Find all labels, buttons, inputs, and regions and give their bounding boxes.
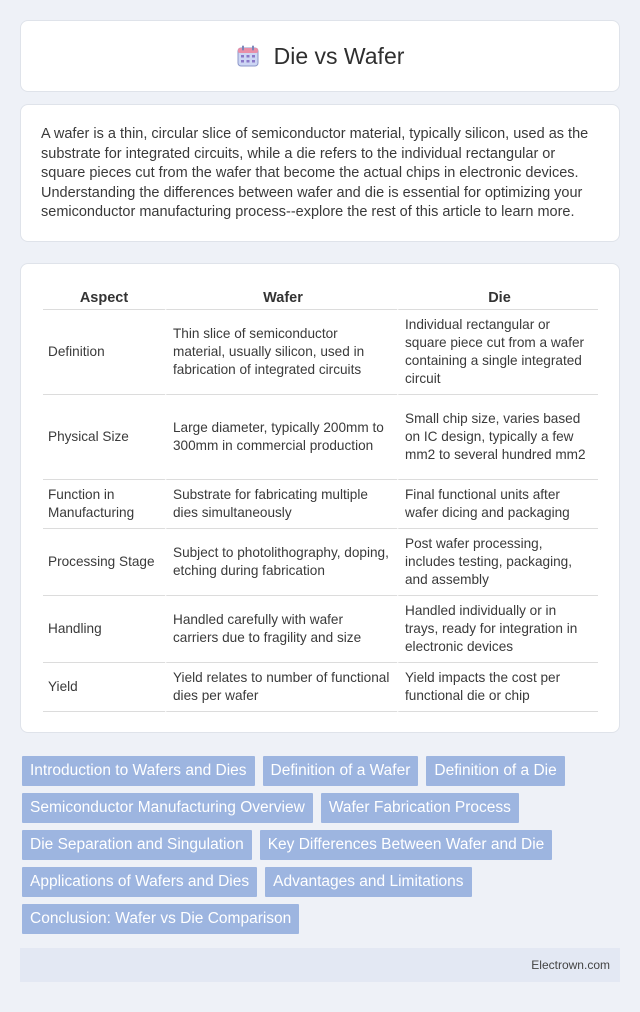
table-cell: Thin slice of semiconductor material, usually silicon, used in fabrication of integrated circuits <box>165 310 397 395</box>
table-cell: Processing Stage <box>43 529 165 596</box>
tag-row <box>22 756 618 786</box>
tag-row <box>22 904 618 934</box>
table-row <box>43 529 598 596</box>
intro-paragraph: A wafer is a thin, circular slice of semiconductor material, typically silicon, used as the substrate for integrated circuits, while a die refers to the individual rectangular or square pieces cut from the wafer that become the actual chips in electronic devices. Understanding the differences between wafer and die is essential for optimizing your semiconductor manufacturing process--explore the rest of this article to learn more. <box>41 126 589 220</box>
table-cell: Function in Manufacturing <box>43 480 165 529</box>
table-row <box>43 310 598 395</box>
page-title: Die vs Wafer <box>273 42 405 69</box>
table-cell: Yield relates to number of functional dies per wafer <box>165 663 397 712</box>
comparison-card <box>20 263 620 733</box>
tag-link[interactable]: Advantages and Limitations <box>265 867 471 897</box>
title-card <box>20 20 620 92</box>
intro-card <box>20 104 620 242</box>
tag-row <box>22 867 618 897</box>
table-cell: Handled individually or in trays, ready for integration in electronic devices <box>397 596 598 663</box>
table-cell: Yield impacts the cost per functional die or chip <box>397 663 598 712</box>
comparison-table <box>43 284 598 712</box>
tag-link[interactable]: Wafer Fabrication Process <box>321 793 519 823</box>
table-cell: Substrate for fabricating multiple dies simultaneously <box>165 480 397 529</box>
table-cell: Small chip size, varies based on IC design, typically a few mm2 to several hundred mm2 <box>397 395 598 480</box>
column-header-die: Die <box>397 284 598 310</box>
tag-link[interactable]: Semiconductor Manufacturing Overview <box>22 793 313 823</box>
table-cell: Definition <box>43 310 165 395</box>
tag-row <box>22 793 618 823</box>
topic-tags <box>22 756 618 941</box>
footer <box>20 948 620 982</box>
tag-link[interactable]: Key Differences Between Wafer and Die <box>260 830 553 860</box>
table-cell: Physical Size <box>43 395 165 480</box>
tag-link[interactable]: Applications of Wafers and Dies <box>22 867 257 897</box>
tag-link[interactable]: Introduction to Wafers and Dies <box>22 756 255 786</box>
tag-link[interactable]: Definition of a Die <box>426 756 564 786</box>
tag-link[interactable]: Die Separation and Singulation <box>22 830 252 860</box>
table-cell: Handled carefully with wafer carriers due to fragility and size <box>165 596 397 663</box>
column-header-aspect: Aspect <box>43 284 165 310</box>
table-row <box>43 663 598 712</box>
tag-link[interactable]: Definition of a Wafer <box>263 756 419 786</box>
table-cell: Subject to photolithography, doping, etching during fabrication <box>165 529 397 596</box>
table-row <box>43 395 598 480</box>
table-cell: Individual rectangular or square piece cut from a wafer containing a single integrated circuit <box>397 310 598 395</box>
calendar-icon <box>236 44 260 68</box>
table-cell: Final functional units after wafer dicing and packaging <box>397 480 598 529</box>
table-cell: Handling <box>43 596 165 663</box>
table-cell: Large diameter, typically 200mm to 300mm in commercial production <box>165 395 397 480</box>
table-header-row <box>43 284 598 310</box>
tag-link[interactable]: Conclusion: Wafer vs Die Comparison <box>22 904 299 934</box>
tag-row <box>22 830 618 860</box>
title-wrap <box>236 43 405 70</box>
table-cell: Post wafer processing, includes testing, packaging, and assembly <box>397 529 598 596</box>
table-row <box>43 480 598 529</box>
table-row <box>43 596 598 663</box>
column-header-wafer: Wafer <box>165 284 397 310</box>
table-cell: Yield <box>43 663 165 712</box>
footer-site-name[interactable]: Electrown.com <box>531 958 610 972</box>
